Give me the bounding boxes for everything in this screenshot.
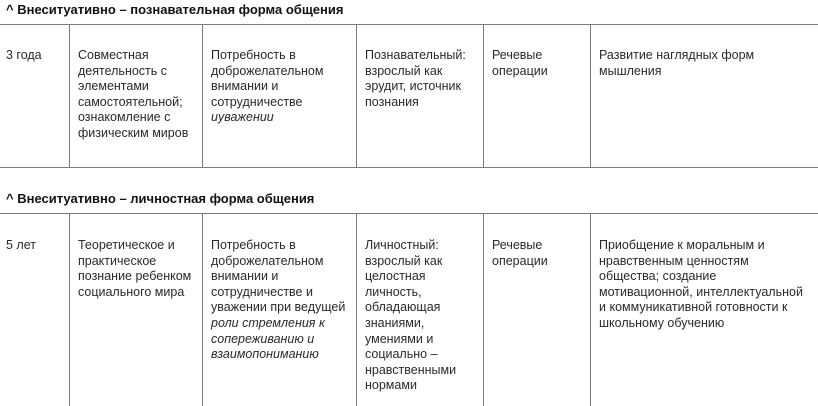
cell-need-italic: иуважении xyxy=(211,110,274,125)
table-2-divider xyxy=(69,213,70,406)
table-1-divider xyxy=(202,24,203,168)
cell-result: Развитие наглядных форм мышления xyxy=(599,48,755,78)
table-1-divider xyxy=(69,24,70,168)
cell-need xyxy=(211,238,349,363)
table-1-divider xyxy=(590,24,591,168)
cell-need-italic: роли стремления к сопереживанию и взаимопониманию xyxy=(211,315,325,362)
cell-need-text: Потребность в доброжелательном внимании и сотрудничестве и уважении при ведущей xyxy=(211,238,346,315)
cell-need-text: Потребность в доброжелательном внимании и сотрудничестве xyxy=(211,48,324,109)
cell-age: 5 лет xyxy=(6,238,36,252)
table-2-divider xyxy=(202,213,203,406)
cell-activity: Совместная деятельность с элементами самостоятельной; ознакомление с физическим миров xyxy=(78,48,189,140)
table-1-divider xyxy=(483,24,484,168)
cell-means: Речевые операции xyxy=(492,238,548,268)
table-2-divider xyxy=(356,213,357,406)
table-2-divider xyxy=(590,213,591,406)
cell-age: 3 года xyxy=(6,48,42,62)
cell-activity: Теоретическое и практическое познание ребенком социального мира xyxy=(78,238,192,299)
cell-result: Приобщение к моральным и нравственным ценностям общества; создание мотивационной, интеллектуальной и коммуникативной готовности к школьному обучению xyxy=(599,238,803,330)
cell-motive: Познавательный: взрослый как эрудит, источник познания xyxy=(365,48,466,109)
section-title-1: ^ Внеситуативно – познавательная форма общения xyxy=(6,2,344,17)
cell-means: Речевые операции xyxy=(492,48,548,78)
section-title-2: ^ Внеситуативно – личностная форма общения xyxy=(6,191,315,206)
table-1-divider xyxy=(356,24,357,168)
table-2-divider xyxy=(483,213,484,406)
cell-motive: Личностный: взрослый как целостная личность, обладающая знаниями, умениями и социально – нравственными нормами xyxy=(365,238,457,393)
cell-need xyxy=(211,48,349,126)
table-2-top-border xyxy=(0,213,818,214)
table-1-bottom-border xyxy=(0,167,818,168)
table-1-top-border xyxy=(0,24,818,25)
